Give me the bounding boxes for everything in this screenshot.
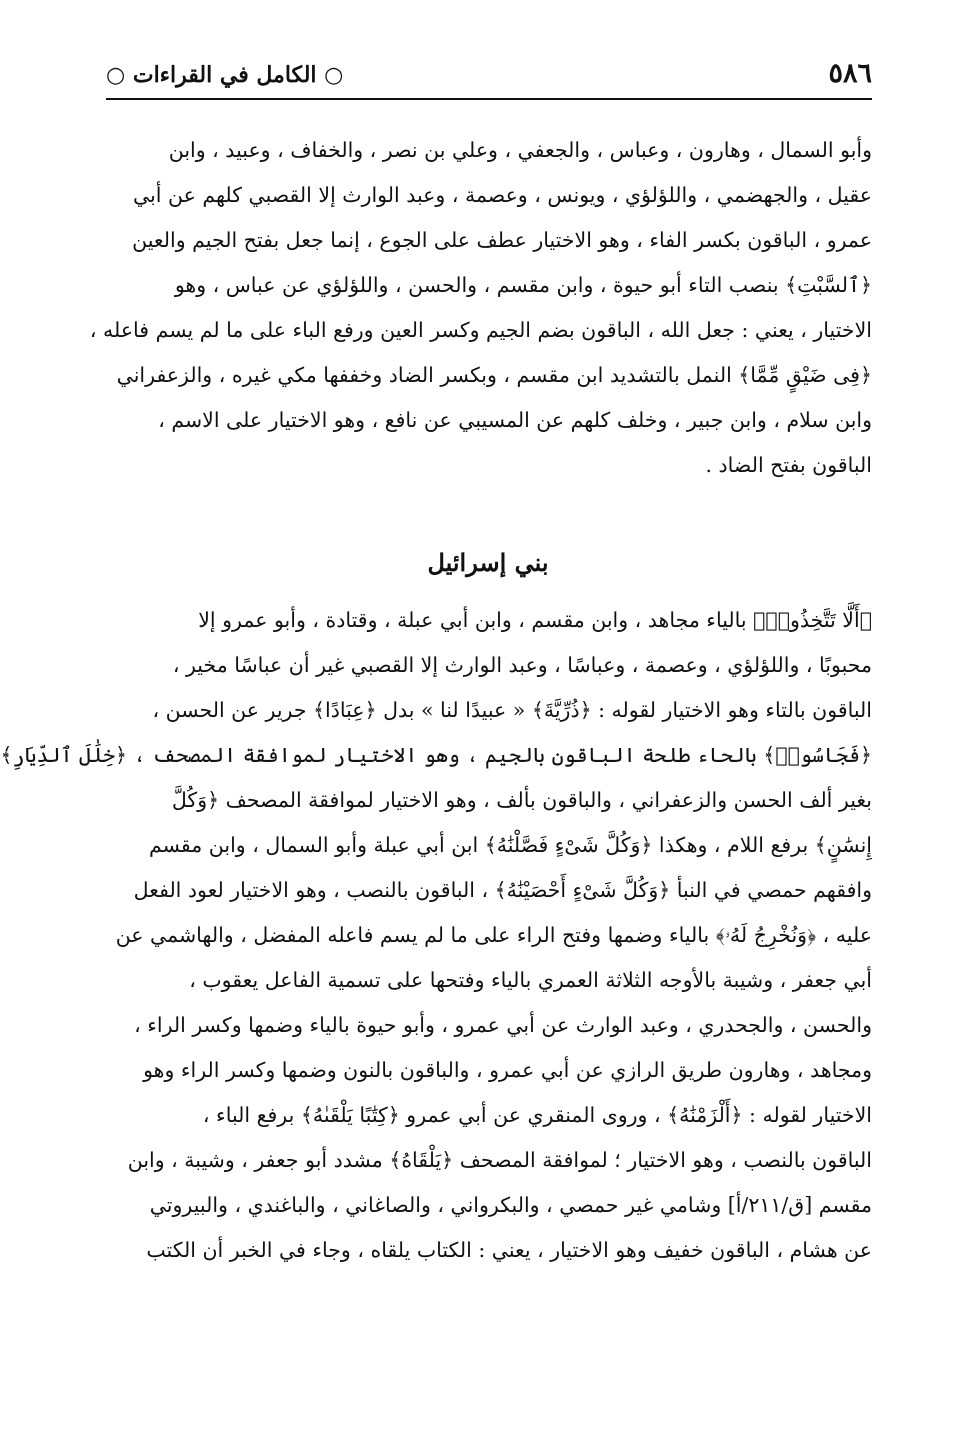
text-line: إِنسَٰنٍ﴾ برفع اللام ، وهكذا ﴿وَكُلَّ شَىْءٍ فَصَّلْنَٰهُ﴾ ابن أبي عبلة وأبو السمال ، وابن مقسم (148, 833, 872, 857)
text-line: أبي جعفر ، وشيبة بالأوجه الثلاثة العمري بالياء وفتحها على تسمية الفاعل يعقوب ، (189, 968, 872, 992)
text-line: ﴿أَلَّا تَتَّخِذُوا۟﴾ بالياء مجاهد ، وابن مقسم ، وابن أبي عبلة ، وقتادة ، وأبو عمرو إلا (198, 608, 872, 632)
text-line: ومجاهد ، وهارون طريق الرازي عن أبي عمرو ، والباقون بالنون وضمها وكسر الراء وهو (143, 1058, 872, 1082)
text-line: والحسن ، والجحدري ، وعبد الوارث عن أبي عمرو ، وأبو حيوة بالياء وضمها وكسر الراء ، (134, 1013, 872, 1037)
text-line: الباقون بالتاء وهو الاختيار لقوله : ﴿ذُرِّيَّةَ﴾ « عبيدًا لنا » بدل ﴿عِبَادًا﴾ جرير عن الحسن ، (152, 698, 872, 722)
text-block-2 (0, 598, 872, 1273)
text-line: عليه ، ﴿وَنُخْرِجُ لَهُۥ﴾ بالياء وضمها وفتح الراء على ما لم يسم فاعله المفضل ، والهاشمي عن (115, 923, 872, 947)
text-line: عن هشام ، الباقون خفيف وهو الاختيار ، يعني : الكتاب يلقاه ، وجاء في الخبر أن الكتب (146, 1238, 872, 1262)
text-line: وابن سلام ، وابن جبير ، وخلف كلهم عن المسيبي عن نافع ، وهو الاختيار على الاسم ، (158, 408, 872, 432)
page-header (106, 52, 872, 96)
text-line: الاختيار ، يعني : جعل الله ، الباقون بضم الجيم وكسر العين ورفع الباء على ما لم يسم فاعله ، (89, 318, 872, 342)
text-line: ﴿ٱلسَّبْتِ﴾ بنصب التاء أبو حيوة ، وابن مقسم ، والحسن ، واللؤلؤي عن عباس ، وهو (174, 273, 872, 297)
text-line: بغير ألف الحسن والزعفراني ، والباقون بألف ، وهو الاختيار لموافقة المصحف ﴿وَكُلَّ (171, 788, 872, 812)
text-line: ﴿فِى ضَيْقٍ مِّمَّا﴾ النمل بالتشديد ابن مقسم ، وبكسر الضاد وخففها مكي غيره ، والزعفراني (116, 363, 872, 387)
section-heading: بني إسرائيل (427, 548, 549, 577)
text-line: الاختيار لقوله : ﴿أَلْزَمْنَٰهُ﴾ ، وروى المنقري عن أبي عمرو ﴿كِتَٰبًا يَلْقَىٰهُ﴾ برفع الباء ، (202, 1103, 872, 1127)
text-line: ﴿فَجَاسُوا۟﴾ بالحاء طلحة الباقون بالجيم ، وهو الاختيار لموافقة المصحف ، ﴿خِلَٰلَ ٱلدِّيَارِ﴾ (0, 743, 872, 767)
page-number: ٥٨٦ (828, 58, 872, 89)
header-rule (106, 98, 872, 100)
text-line: وأبو السمال ، وهارون ، وعباس ، والجعفي ، وعلي بن نصر ، والخفاف ، وعبيد ، وابن (168, 138, 872, 162)
text-line: وافقهم حمصي في النبأ ﴿وَكُلَّ شَىْءٍ أَحْصَيْنَٰهُ﴾ ، الباقون بالنصب ، وهو الاختيار لعود الفعل (133, 878, 872, 902)
text-line: عمرو ، الباقون بكسر الفاء ، وهو الاختيار عطف على الجوع ، إنما جعل بفتح الجيم والعين (132, 228, 872, 252)
text-block-1 (89, 128, 872, 488)
text-line: الباقون بالنصب ، وهو الاختيار ؛ لموافقة المصحف ﴿يَلْقَاهُ﴾ مشدد أبو جعفر ، وشيبة ، وابن (127, 1148, 872, 1172)
text-line: مقسم [ق/٢١١/أ] وشامي غير حمصي ، والبكرواني ، والصاغاني ، والباغندي ، والبيروتي (149, 1193, 872, 1217)
text-line: محبوبًا ، واللؤلؤي ، وعصمة ، وعباسًا ، وعبد الوارث إلا القصبي غير أن عباسًا مخير ، (172, 653, 872, 677)
running-title: ○ الكامل في القراءات ○ (106, 62, 344, 88)
text-line: عقيل ، والجهضمي ، واللؤلؤي ، ويونس ، وعصمة ، وعبد الوارث إلا القصبي كلهم عن أبي (132, 183, 872, 207)
text-line: الباقون بفتح الضاد . (705, 453, 872, 477)
